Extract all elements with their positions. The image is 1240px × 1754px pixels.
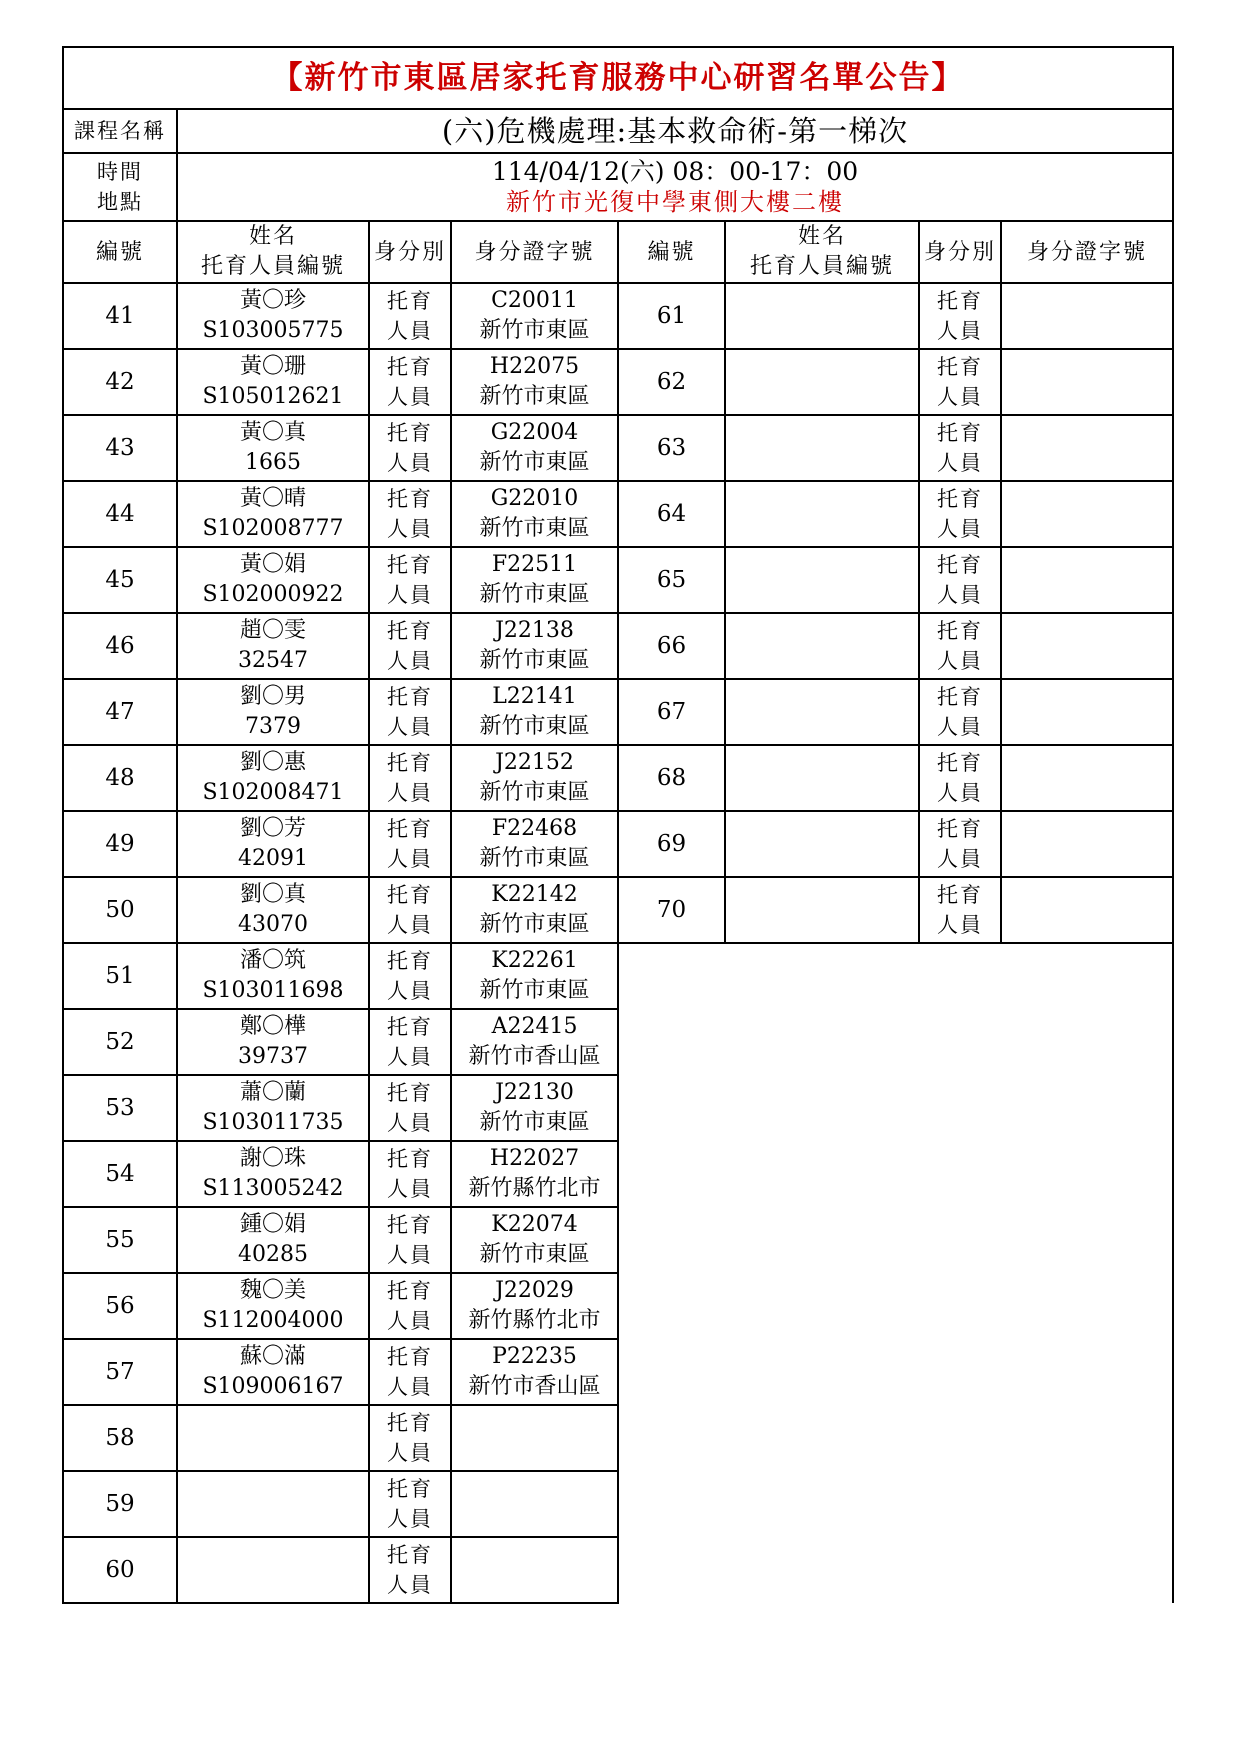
identity-bottom: 人員: [937, 583, 983, 607]
identity-bottom: 人員: [387, 1573, 433, 1597]
identity-cell: [369, 943, 451, 1009]
identity-bottom: 人員: [387, 1045, 433, 1069]
table-row: [63, 613, 1173, 679]
column-header-row: [63, 221, 1173, 283]
identity-bottom: 人員: [387, 583, 433, 607]
identity-top: 托育: [387, 487, 433, 511]
row-number: 55: [63, 1207, 177, 1273]
row-number: 50: [63, 877, 177, 943]
identity-top: 托育: [937, 421, 983, 445]
identity-cell-right: [919, 613, 1001, 679]
identity-top: 托育: [937, 289, 983, 313]
id-code-cell: [451, 1273, 618, 1339]
identity-top: 托育: [937, 751, 983, 775]
id-code: J22130: [495, 1080, 574, 1105]
empty-area: [618, 943, 1173, 1603]
identity-cell: [369, 1075, 451, 1141]
identity-bottom: 人員: [387, 913, 433, 937]
identity-cell: [369, 349, 451, 415]
identity-top: 托育: [937, 355, 983, 379]
id-code: J22138: [495, 618, 574, 643]
id-code: F22511: [491, 552, 578, 577]
identity-bottom: 人員: [937, 913, 983, 937]
name-cell: [177, 1471, 369, 1537]
table-row: [63, 943, 1173, 1009]
person-name: 劉〇真: [239, 882, 306, 907]
identity-top: 托育: [387, 1279, 433, 1303]
id-code-cell: [451, 1405, 618, 1471]
name-cell: [177, 415, 369, 481]
area: 新竹市東區: [479, 978, 590, 1003]
identity-top: 托育: [387, 817, 433, 841]
person-name: 黃〇晴: [239, 486, 306, 511]
id-code: C20011: [491, 288, 578, 313]
identity-cell-right: [919, 811, 1001, 877]
id-code-cell-right: [1001, 877, 1173, 943]
person-name: 劉〇男: [239, 684, 306, 709]
id-code-cell: [451, 1471, 618, 1537]
area: 新竹市東區: [479, 780, 590, 805]
course-label: 課程名稱: [63, 109, 177, 153]
area: 新竹市香山區: [468, 1044, 601, 1069]
person-name: 劉〇芳: [239, 816, 306, 841]
identity-top: 托育: [937, 817, 983, 841]
staff-id: S112004000: [202, 1308, 344, 1333]
identity-top: 托育: [387, 553, 433, 577]
id-code-cell: [451, 613, 618, 679]
identity-top: 托育: [387, 355, 433, 379]
identity-bottom: 人員: [387, 517, 433, 541]
identity-cell: [369, 745, 451, 811]
staff-id: 39737: [238, 1044, 308, 1069]
staff-id: S103005775: [202, 318, 344, 343]
id-code-cell: [451, 283, 618, 349]
row-number: 45: [63, 547, 177, 613]
identity-cell: [369, 1207, 451, 1273]
id-code-cell: [451, 1075, 618, 1141]
id-code: P22235: [492, 1344, 577, 1369]
row-number: 47: [63, 679, 177, 745]
row-number: 42: [63, 349, 177, 415]
name-cell: [177, 1207, 369, 1273]
identity-cell: [369, 1405, 451, 1471]
time-place-label-cell: [63, 153, 177, 221]
row-number: 60: [63, 1537, 177, 1603]
name-cell: [177, 943, 369, 1009]
person-name: 趙〇雯: [239, 618, 306, 643]
row-number: 57: [63, 1339, 177, 1405]
identity-cell: [369, 613, 451, 679]
table-row: [63, 679, 1173, 745]
row-number: 56: [63, 1273, 177, 1339]
area: 新竹市東區: [479, 384, 590, 409]
name-cell-right: [725, 481, 919, 547]
identity-cell-right: [919, 415, 1001, 481]
header-id-code: 身分證字號: [451, 221, 618, 283]
staff-id: 42091: [238, 846, 308, 871]
place-value: 新竹市光復中學東側大樓二樓: [506, 188, 844, 216]
page-title: 【新竹市東區居家托育服務中心研習名單公告】: [63, 47, 1173, 109]
name-cell-right: [725, 349, 919, 415]
table-row: [63, 415, 1173, 481]
identity-bottom: 人員: [387, 847, 433, 871]
identity-bottom: 人員: [387, 781, 433, 805]
identity-cell-right: [919, 679, 1001, 745]
header-identity: 身分別: [369, 221, 451, 283]
identity-top: 托育: [387, 1081, 433, 1105]
id-code-cell: [451, 811, 618, 877]
header-no-right: 編號: [618, 221, 725, 283]
staff-id: S102008471: [202, 780, 344, 805]
row-number: 58: [63, 1405, 177, 1471]
area: 新竹縣竹北市: [468, 1176, 601, 1201]
identity-cell-right: [919, 349, 1001, 415]
row-number-right: 69: [618, 811, 725, 877]
staff-id: 40285: [238, 1242, 308, 1267]
staff-id: 43070: [238, 912, 308, 937]
staff-id: S105012621: [202, 384, 344, 409]
id-code: J22152: [495, 750, 574, 775]
person-name: 黃〇娟: [239, 552, 306, 577]
header-name-cell-right: [725, 221, 919, 283]
table-row: [63, 283, 1173, 349]
time-place-value-cell: [177, 153, 1173, 221]
identity-cell: [369, 415, 451, 481]
identity-top: 托育: [387, 751, 433, 775]
id-code: J22029: [495, 1278, 574, 1303]
identity-cell: [369, 877, 451, 943]
person-name: 鄭〇樺: [239, 1014, 306, 1039]
id-code: H22027: [489, 1146, 580, 1171]
id-code-cell: [451, 481, 618, 547]
staff-id: 1665: [245, 450, 301, 475]
identity-cell: [369, 1339, 451, 1405]
id-code-cell-right: [1001, 613, 1173, 679]
id-code-cell: [451, 1207, 618, 1273]
person-name: 蘇〇滿: [239, 1344, 306, 1369]
area: 新竹市東區: [479, 582, 590, 607]
id-code-cell: [451, 1339, 618, 1405]
name-cell: [177, 745, 369, 811]
row-number-right: 66: [618, 613, 725, 679]
id-code-cell: [451, 415, 618, 481]
person-name: 黃〇真: [239, 420, 306, 445]
identity-cell: [369, 283, 451, 349]
place-label: 地點: [97, 190, 143, 214]
identity-bottom: 人員: [387, 715, 433, 739]
table-row: [63, 481, 1173, 547]
header-identity-right: 身分別: [919, 221, 1001, 283]
identity-top: 托育: [387, 619, 433, 643]
row-number-right: 61: [618, 283, 725, 349]
id-code-cell-right: [1001, 283, 1173, 349]
id-code-cell: [451, 679, 618, 745]
id-code: L22141: [492, 684, 577, 709]
area: 新竹市東區: [479, 648, 590, 673]
identity-top: 托育: [387, 289, 433, 313]
name-cell-right: [725, 811, 919, 877]
identity-bottom: 人員: [937, 847, 983, 871]
area: 新竹市東區: [479, 318, 590, 343]
area: 新竹市東區: [479, 1110, 590, 1135]
id-code-cell-right: [1001, 481, 1173, 547]
id-code-cell: [451, 349, 618, 415]
row-number-right: 67: [618, 679, 725, 745]
name-cell: [177, 1339, 369, 1405]
row-number-right: 65: [618, 547, 725, 613]
person-name: 蕭〇蘭: [239, 1080, 306, 1105]
identity-top: 托育: [387, 685, 433, 709]
row-number: 44: [63, 481, 177, 547]
person-name: 潘〇筑: [239, 948, 306, 973]
table-row: [63, 745, 1173, 811]
staff-id: S103011698: [202, 978, 344, 1003]
staff-id: S113005242: [202, 1176, 344, 1201]
id-code-cell: [451, 547, 618, 613]
identity-top: 托育: [937, 685, 983, 709]
name-cell-right: [725, 415, 919, 481]
identity-cell-right: [919, 877, 1001, 943]
identity-bottom: 人員: [387, 1111, 433, 1135]
identity-top: 托育: [387, 1147, 433, 1171]
row-number-right: 70: [618, 877, 725, 943]
identity-bottom: 人員: [387, 1243, 433, 1267]
id-code-cell: [451, 1141, 618, 1207]
identity-top: 托育: [387, 1345, 433, 1369]
identity-top: 托育: [387, 949, 433, 973]
identity-top: 托育: [387, 1543, 433, 1567]
identity-cell: [369, 547, 451, 613]
identity-bottom: 人員: [937, 385, 983, 409]
identity-top: 托育: [937, 619, 983, 643]
id-code: K22074: [491, 1212, 578, 1237]
person-name: 謝〇珠: [239, 1146, 306, 1171]
identity-bottom: 人員: [387, 451, 433, 475]
identity-top: 托育: [387, 421, 433, 445]
name-cell: [177, 1075, 369, 1141]
identity-bottom: 人員: [937, 517, 983, 541]
row-number: 53: [63, 1075, 177, 1141]
identity-bottom: 人員: [387, 1375, 433, 1399]
id-code-cell-right: [1001, 745, 1173, 811]
id-code-cell: [451, 1537, 618, 1603]
person-name: 魏〇美: [239, 1278, 306, 1303]
identity-top: 托育: [937, 553, 983, 577]
table-row: [63, 349, 1173, 415]
row-number: 52: [63, 1009, 177, 1075]
identity-cell: [369, 679, 451, 745]
identity-cell-right: [919, 745, 1001, 811]
row-number: 51: [63, 943, 177, 1009]
name-cell: [177, 349, 369, 415]
staff-id: 7379: [245, 714, 301, 739]
identity-top: 托育: [387, 883, 433, 907]
name-cell: [177, 1405, 369, 1471]
id-code: G22010: [490, 486, 579, 511]
area: 新竹市東區: [479, 846, 590, 871]
identity-bottom: 人員: [937, 319, 983, 343]
identity-cell-right: [919, 283, 1001, 349]
row-number: 46: [63, 613, 177, 679]
name-cell: [177, 1009, 369, 1075]
name-cell: [177, 811, 369, 877]
id-code: F22468: [491, 816, 578, 841]
table-row: [63, 877, 1173, 943]
id-code-cell-right: [1001, 349, 1173, 415]
name-cell: [177, 1141, 369, 1207]
id-code-cell: [451, 1009, 618, 1075]
person-name: 鍾〇娟: [239, 1212, 306, 1237]
identity-cell: [369, 1471, 451, 1537]
identity-top: 托育: [937, 487, 983, 511]
id-code-cell-right: [1001, 547, 1173, 613]
identity-bottom: 人員: [387, 385, 433, 409]
table-row: [63, 547, 1173, 613]
identity-bottom: 人員: [937, 715, 983, 739]
identity-cell: [369, 1537, 451, 1603]
identity-bottom: 人員: [387, 1309, 433, 1333]
identity-bottom: 人員: [387, 1441, 433, 1465]
identity-bottom: 人員: [387, 649, 433, 673]
roster-table: [62, 46, 1174, 1604]
course-name: (六)危機處理:基本救命術-第一梯次: [177, 109, 1173, 153]
header-no: 編號: [63, 221, 177, 283]
header-name-cell: [177, 221, 369, 283]
staff-id: S109006167: [202, 1374, 344, 1399]
header-name-right: 姓名: [797, 224, 846, 249]
identity-bottom: 人員: [937, 649, 983, 673]
staff-id: S102008777: [202, 516, 344, 541]
name-cell: [177, 547, 369, 613]
id-code: K22142: [491, 882, 578, 907]
header-name: 姓名: [248, 224, 297, 249]
id-code-cell: [451, 745, 618, 811]
identity-bottom: 人員: [387, 1507, 433, 1531]
identity-bottom: 人員: [387, 1177, 433, 1201]
row-number: 54: [63, 1141, 177, 1207]
row-number: 48: [63, 745, 177, 811]
name-cell: [177, 679, 369, 745]
row-number-right: 63: [618, 415, 725, 481]
area: 新竹市香山區: [468, 1374, 601, 1399]
name-cell-right: [725, 547, 919, 613]
id-code-cell: [451, 877, 618, 943]
time-value: 114/04/12(六) 08：00-17：00: [491, 157, 859, 186]
id-code: G22004: [490, 420, 579, 445]
name-cell: [177, 283, 369, 349]
identity-cell: [369, 811, 451, 877]
row-number: 59: [63, 1471, 177, 1537]
id-code-cell-right: [1001, 811, 1173, 877]
id-code-cell-right: [1001, 415, 1173, 481]
id-code-cell: [451, 943, 618, 1009]
identity-top: 托育: [937, 883, 983, 907]
staff-id: S102000922: [202, 582, 344, 607]
row-number: 43: [63, 415, 177, 481]
identity-top: 托育: [387, 1477, 433, 1501]
staff-id: S103011735: [202, 1110, 344, 1135]
staff-id: 32547: [238, 648, 308, 673]
id-code-cell-right: [1001, 679, 1173, 745]
area: 新竹縣竹北市: [468, 1308, 601, 1333]
table-row: [63, 811, 1173, 877]
area: 新竹市東區: [479, 714, 590, 739]
identity-cell-right: [919, 547, 1001, 613]
identity-top: 托育: [387, 1411, 433, 1435]
identity-cell: [369, 1009, 451, 1075]
name-cell-right: [725, 283, 919, 349]
header-staff-id-right: 托育人員編號: [749, 254, 894, 279]
identity-top: 托育: [387, 1015, 433, 1039]
id-code: K22261: [491, 948, 578, 973]
row-number: 49: [63, 811, 177, 877]
person-name: 黃〇珍: [239, 288, 306, 313]
identity-bottom: 人員: [387, 319, 433, 343]
name-cell: [177, 877, 369, 943]
name-cell: [177, 613, 369, 679]
identity-bottom: 人員: [937, 451, 983, 475]
time-label: 時間: [97, 160, 143, 184]
name-cell-right: [725, 613, 919, 679]
identity-bottom: 人員: [937, 781, 983, 805]
person-name: 劉〇惠: [239, 750, 306, 775]
identity-top: 托育: [387, 1213, 433, 1237]
name-cell: [177, 481, 369, 547]
row-number: 41: [63, 283, 177, 349]
identity-bottom: 人員: [387, 979, 433, 1003]
identity-cell: [369, 1273, 451, 1339]
header-staff-id: 托育人員編號: [200, 254, 345, 279]
row-number-right: 68: [618, 745, 725, 811]
identity-cell: [369, 481, 451, 547]
identity-cell: [369, 1141, 451, 1207]
area: 新竹市東區: [479, 516, 590, 541]
area: 新竹市東區: [479, 912, 590, 937]
name-cell: [177, 1537, 369, 1603]
id-code: A22415: [491, 1014, 578, 1039]
identity-cell-right: [919, 481, 1001, 547]
name-cell: [177, 1273, 369, 1339]
row-number-right: 64: [618, 481, 725, 547]
name-cell-right: [725, 679, 919, 745]
person-name: 黃〇珊: [239, 354, 306, 379]
area: 新竹市東區: [479, 1242, 590, 1267]
name-cell-right: [725, 745, 919, 811]
area: 新竹市東區: [479, 450, 590, 475]
id-code: H22075: [489, 354, 580, 379]
name-cell-right: [725, 877, 919, 943]
row-number-right: 62: [618, 349, 725, 415]
header-id-code-right: 身分證字號: [1001, 221, 1173, 283]
